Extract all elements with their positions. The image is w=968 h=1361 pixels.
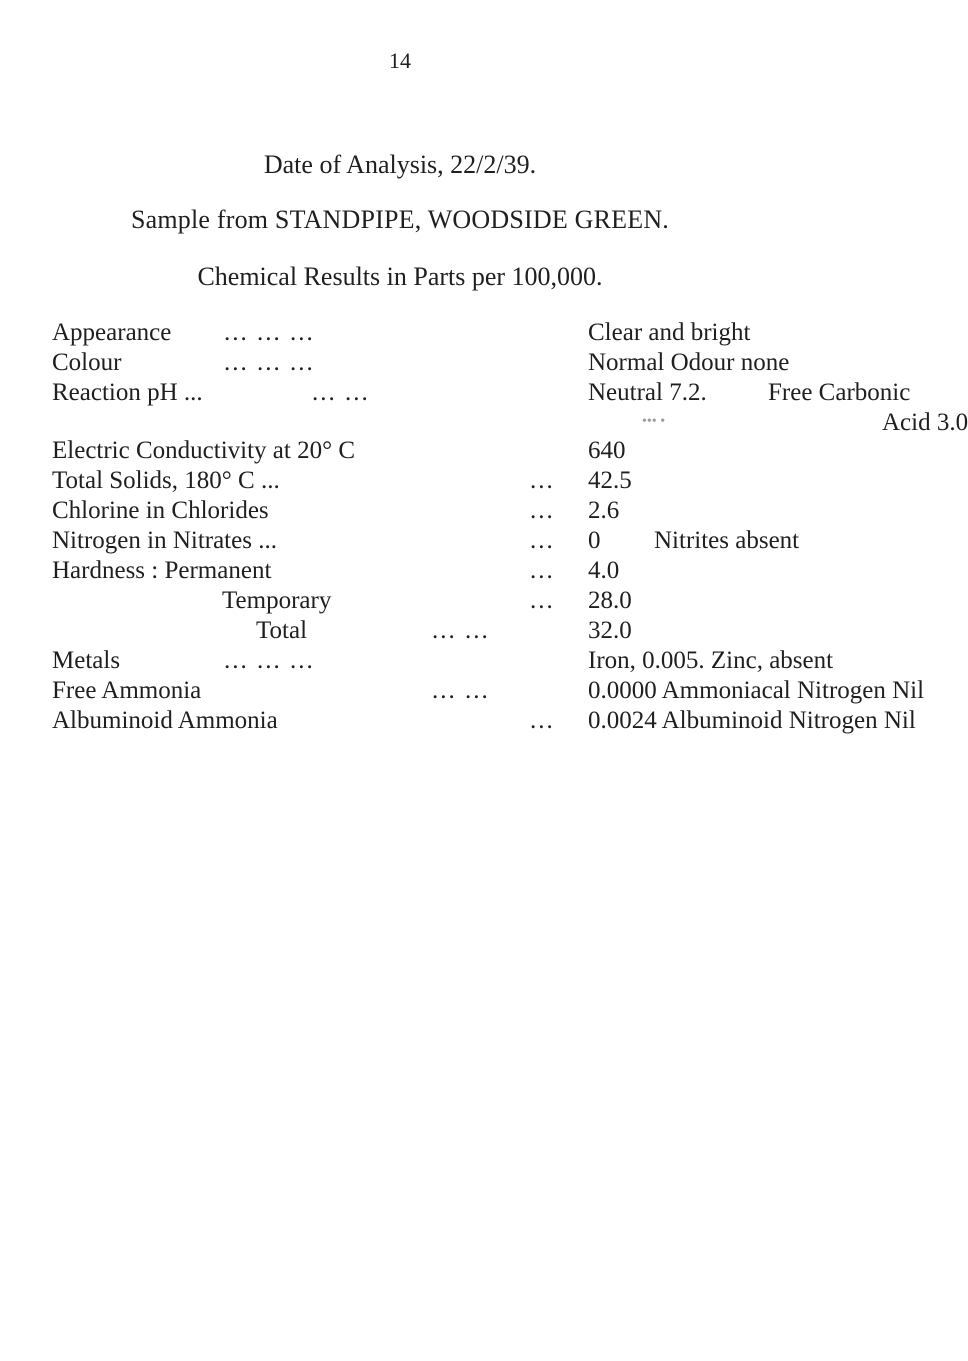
label-albuminoid: Albuminoid Ammonia [52,707,278,734]
label-hardness-total: Total [256,617,308,644]
page-number: 14 [389,48,411,73]
value-nitrites: Nitrites absent [654,527,800,554]
value-hardness-total: 32.0 [588,617,632,644]
label-conductivity: Electric Conductivity at 20° C [52,437,355,464]
value-chlorine: 2.6 [588,497,620,524]
leader-dots: ... [530,527,555,554]
leader-dots: ... ... ... [224,319,315,346]
value-appearance: Clear and bright [588,319,751,346]
label-hardness-temporary: Temporary [222,587,332,614]
value-hardness-temporary: 28.0 [588,587,632,614]
value-metals: Iron, 0.005. Zinc, absent [588,647,834,674]
value-colour: Normal Odour none [588,349,790,376]
leader-dots: ... ... ... [224,647,315,674]
label-appearance: Appearance [52,319,172,346]
stray-marks: ••• • [642,414,666,429]
analysis-date: Date of Analysis, 22/2/39. [263,150,537,179]
value-carbonic-acid: Acid 3.0 [882,409,968,436]
chemical-results-heading: Chemical Results in Parts per 100,000. [197,262,603,291]
leader-dots: ... ... [432,617,490,644]
label-hardness-permanent: Hardness : Permanent [52,557,272,584]
leader-dots: ... [530,587,555,614]
sample-source: Sample from STANDPIPE, WOODSIDE GREEN. [130,205,669,234]
leader-dots: ... ... ... [224,349,315,376]
leader-dots: ... [530,707,555,734]
label-reaction: Reaction pH ... [52,379,203,406]
value-albuminoid: 0.0024 Albuminoid Nitrogen Nil [588,707,916,734]
leader-dots: ... ... [432,677,490,704]
label-free-ammonia: Free Ammonia [52,677,202,704]
value-reaction: Neutral 7.2. [588,379,707,406]
value-free-ammonia: 0.0000 Ammoniacal Nitrogen Nil [588,677,925,704]
value-carbonic: Free Carbonic [768,379,911,406]
leader-dots: ... [530,557,555,584]
leader-dots: ... ... [312,379,370,406]
value-nitrates: 0 [588,527,601,554]
leader-dots: ... [530,467,555,494]
leader-dots: ... [530,497,555,524]
label-metals: Metals [52,647,121,674]
value-conductivity: 640 [588,437,626,464]
label-colour: Colour [52,349,122,376]
value-total-solids: 42.5 [588,467,632,494]
label-chlorine: Chlorine in Chlorides [52,497,269,524]
value-hardness-permanent: 4.0 [588,557,620,584]
label-total-solids: Total Solids, 180° C ... [52,467,280,494]
label-nitrates: Nitrogen in Nitrates ... [52,527,277,554]
